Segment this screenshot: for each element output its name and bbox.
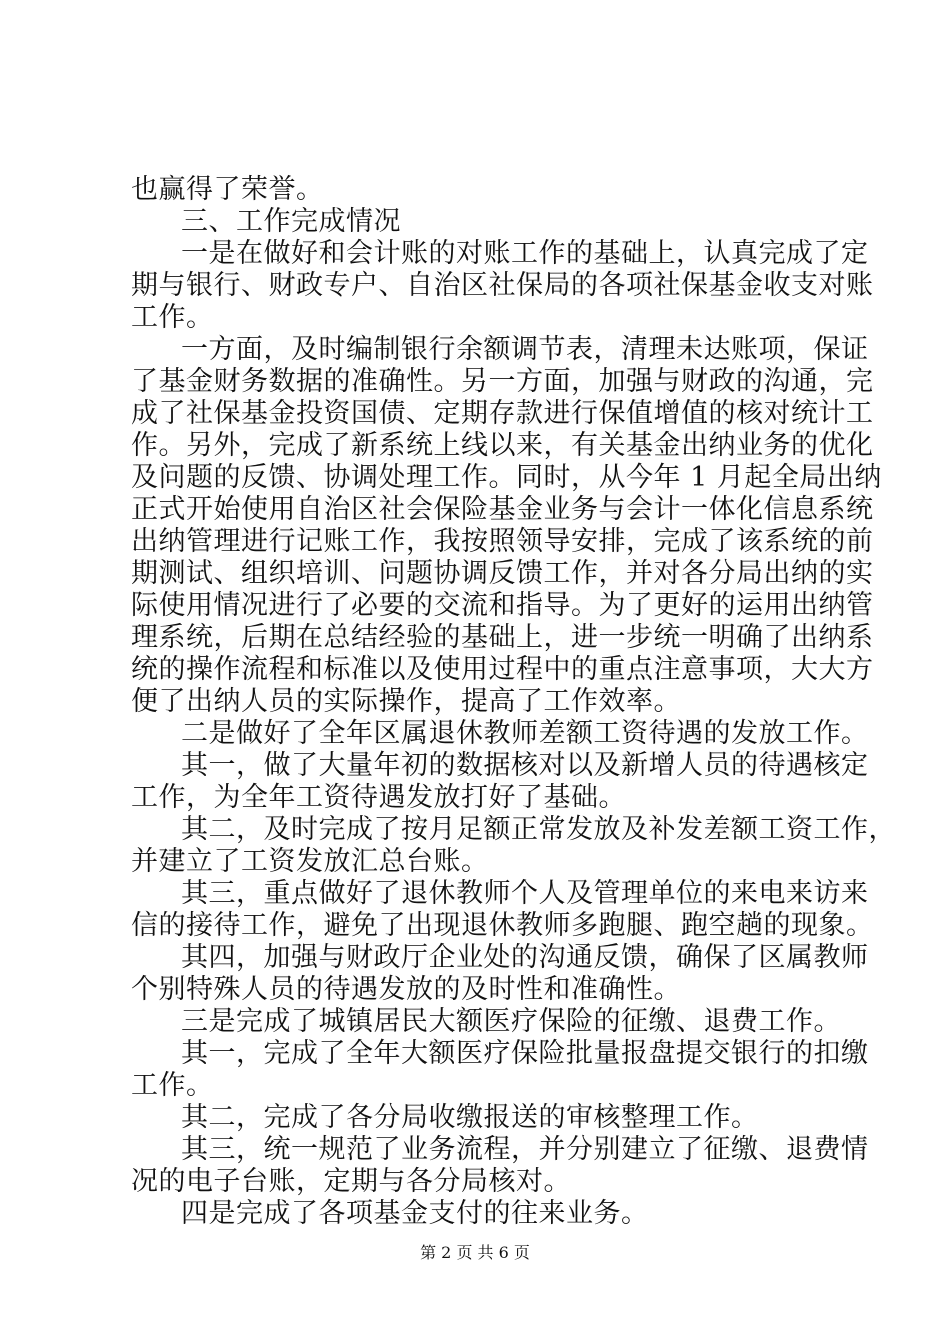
text-line: 及问题的反馈、协调处理工作。同时，从今年 1 月起全局出纳 bbox=[131, 462, 882, 493]
text-line: 际使用情况进行了必要的交流和指导。为了更好的运用出纳管 bbox=[131, 590, 874, 621]
text-line: 并建立了工资发放汇总台账。 bbox=[131, 846, 489, 877]
text-line: 一方面，及时编制银行余额调节表，清理未达账项，保证 bbox=[181, 334, 869, 365]
text-line: 期测试、组织培训、问题协调反馈工作，并对各分局出纳的实 bbox=[131, 558, 874, 589]
text-line: 个别特殊人员的待遇发放的及时性和准确性。 bbox=[131, 974, 681, 1005]
text-line: 其一，做了大量年初的数据核对以及新增人员的待遇核定 bbox=[181, 750, 869, 781]
text-line: 便了出纳人员的实际操作，提高了工作效率。 bbox=[131, 686, 681, 717]
text-line: 其二，及时完成了按月足额正常发放及补发差额工资工作， bbox=[181, 814, 896, 845]
text-line: 信的接待工作，避免了出现退休教师多跑腿、跑空趟的现象。 bbox=[131, 910, 874, 941]
text-line: 工作，为全年工资待遇发放打好了基础。 bbox=[131, 782, 626, 813]
text-line: 其二，完成了各分局收缴报送的审核整理工作。 bbox=[181, 1102, 759, 1133]
text-line: 也赢得了荣誉。 bbox=[131, 174, 324, 205]
text-line: 其三，统一规范了业务流程，并分别建立了征缴、退费情 bbox=[181, 1134, 869, 1165]
text-line: 理系统，后期在总结经验的基础上，进一步统一明确了出纳系 bbox=[131, 622, 874, 653]
text-line: 工作。 bbox=[131, 1070, 214, 1101]
text-line: 其四，加强与财政厅企业处的沟通反馈，确保了区属教师 bbox=[181, 942, 869, 973]
section-heading: 三、工作完成情况 bbox=[181, 206, 401, 237]
text-line: 三是完成了城镇居民大额医疗保险的征缴、退费工作。 bbox=[181, 1006, 841, 1037]
page-number-footer: 第 2 页 共 6 页 bbox=[420, 1243, 530, 1262]
text-line: 其一，完成了全年大额医疗保险批量报盘提交银行的扣缴 bbox=[181, 1038, 869, 1069]
text-line: 一是在做好和会计账的对账工作的基础上，认真完成了定 bbox=[181, 238, 869, 269]
text-line: 出纳管理进行记账工作，我按照领导安排，完成了该系统的前 bbox=[131, 526, 874, 557]
text-line: 四是完成了各项基金支付的往来业务。 bbox=[181, 1198, 649, 1229]
text-line: 成了社保基金投资国债、定期存款进行保值增值的核对统计工 bbox=[131, 398, 874, 429]
text-line: 工作。 bbox=[131, 302, 214, 333]
text-line: 统的操作流程和标准以及使用过程中的重点注意事项，大大方 bbox=[131, 654, 874, 685]
text-line: 期与银行、财政专户、自治区社保局的各项社保基金收支对账 bbox=[131, 270, 874, 301]
text-line: 其三，重点做好了退休教师个人及管理单位的来电来访来 bbox=[181, 878, 869, 909]
text-line: 况的电子台账，定期与各分局核对。 bbox=[131, 1166, 571, 1197]
text-line: 正式开始使用自治区社会保险基金业务与会计一体化信息系统 bbox=[131, 494, 874, 525]
text-line: 二是做好了全年区属退休教师差额工资待遇的发放工作。 bbox=[181, 718, 869, 749]
text-line: 作。另外，完成了新系统上线以来，有关基金出纳业务的优化 bbox=[131, 430, 874, 461]
text-line: 了基金财务数据的准确性。另一方面，加强与财政的沟通，完 bbox=[131, 366, 874, 397]
